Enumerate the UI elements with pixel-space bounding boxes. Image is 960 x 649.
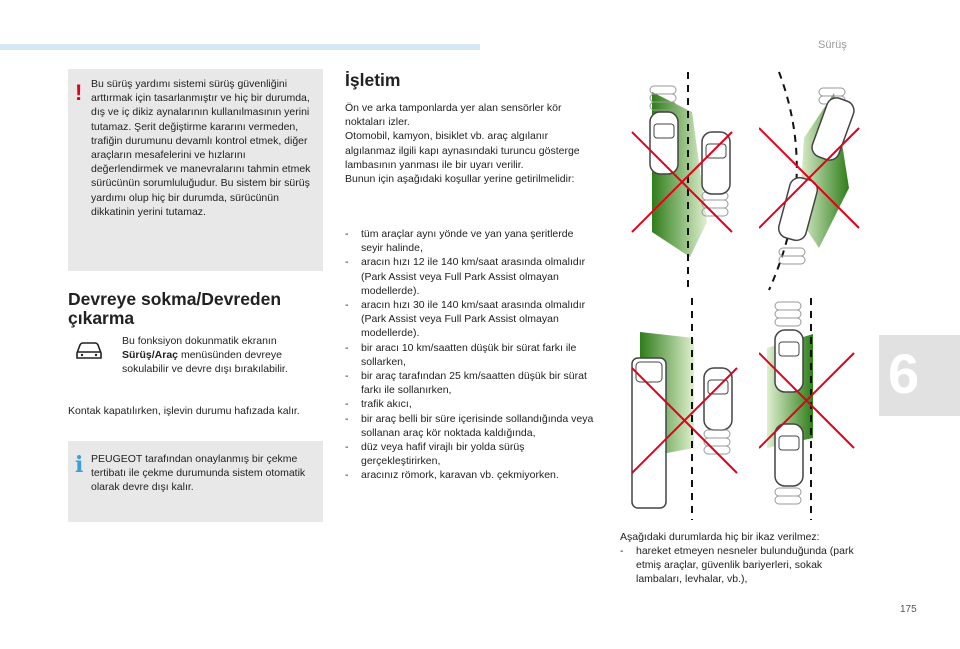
section-title: Sürüş	[818, 39, 847, 51]
list-item: - trafik akıcı,	[345, 397, 597, 411]
car-icon	[74, 339, 104, 361]
blind-spot-diagram-4	[759, 298, 903, 520]
activation-heading: Devreye sokma/Devreden çıkarma	[68, 289, 282, 328]
activation-text: Bu fonksiyon dokunmatik ekranın Sürüş/Araç menüsünden devreye sokulabilir ve devre dışı bırakılabilir.	[122, 335, 288, 376]
warning-text: Bu sürüş yardımı sistemi sürüş güvenliğini arttırmak için tasarlanmıştır ve hiç bir durumda, dış ve iç dikiz aynalarının kullanılmasının yerini tutamaz. Şerit değiştirme kararını vermeden, trafiğin durumunu devamlı kontrol etmek, diğer araçların mesafelerini ve hızlarını değerlendirmek ve manevralarını tahmin etmek sürücünün sorumluluğudur. Bu sistem bir sürüş yardımı olup hiç bir durumda, sürücünün dikkatinin yerini tutamaz.	[91, 78, 311, 218]
conditions-list	[345, 227, 597, 483]
operation-intro: Ön ve arka tamponlarda yer alan sensörler kör noktaları izler. Otomobil, kamyon, bisiklet vb. araç algılanır algılanmaz ilgili kapı aynasındaki turuncu gösterge lambasının yanması ile bir uyarı verilir. Bunun için aşağıdaki koşullar yerine getirilmelidir:	[345, 102, 580, 186]
header-bar	[0, 44, 480, 50]
list-item: - aracın hızı 30 ile 140 km/saat arasında olmalıdır (Park Assist veya Full Park Assist olmayan modellerde).	[345, 298, 597, 341]
info-box	[68, 441, 323, 522]
list-item: - bir aracı 10 km/saatten düşük bir sürat farkı ile sollarken,	[345, 341, 597, 369]
list-item: - bir araç tarafından 25 km/saatten düşük bir sürat farkı ile sollanırken,	[345, 369, 597, 397]
list-item: - bir araç belli bir süre içerisinde sollandığında veya sollanan araç kör noktada kaldığında,	[345, 412, 597, 440]
info-icon: i	[75, 452, 84, 478]
page-number: 175	[900, 604, 917, 615]
memory-text: Kontak kapatılırken, işlevin durumu hafızada kalır.	[68, 405, 300, 417]
list-item: - aracın hızı 12 ile 140 km/saat arasında olmalıdır (Park Assist veya Full Park Assist olmayan modellerde).	[345, 255, 597, 298]
blind-spot-diagram-2	[759, 68, 903, 292]
blind-spot-diagram-3	[612, 298, 756, 520]
list-item: - tüm araçlar aynı yönde ve yan yana şeritlerde seyir halinde,	[345, 227, 597, 255]
exclamation-icon: !	[75, 80, 83, 105]
list-item: - hareket etmeyen nesneler bulunduğunda (park etmiş araçlar, güvenlik bariyerleri, sokak lambaları, levhalar, vb.),	[620, 544, 860, 587]
operation-heading: İşletim	[345, 70, 401, 90]
list-item: - düz veya hafif virajlı bir yolda sürüş gerçekleştirirken,	[345, 440, 597, 468]
no-warning-list	[620, 544, 860, 587]
no-warning-intro: Aşağıdaki durumlarda hiç bir ikaz verilmez:	[620, 531, 820, 543]
blind-spot-diagram-1	[612, 72, 756, 290]
chapter-number: 6	[888, 342, 920, 405]
list-item: - aracınız römork, karavan vb. çekmiyorken.	[345, 468, 597, 482]
info-text: PEUGEOT tarafından onaylanmış bir çekme tertibatı ile çekme durumunda sistem otomatik olarak devre dışı kalır.	[91, 453, 306, 494]
warning-box	[68, 69, 323, 271]
